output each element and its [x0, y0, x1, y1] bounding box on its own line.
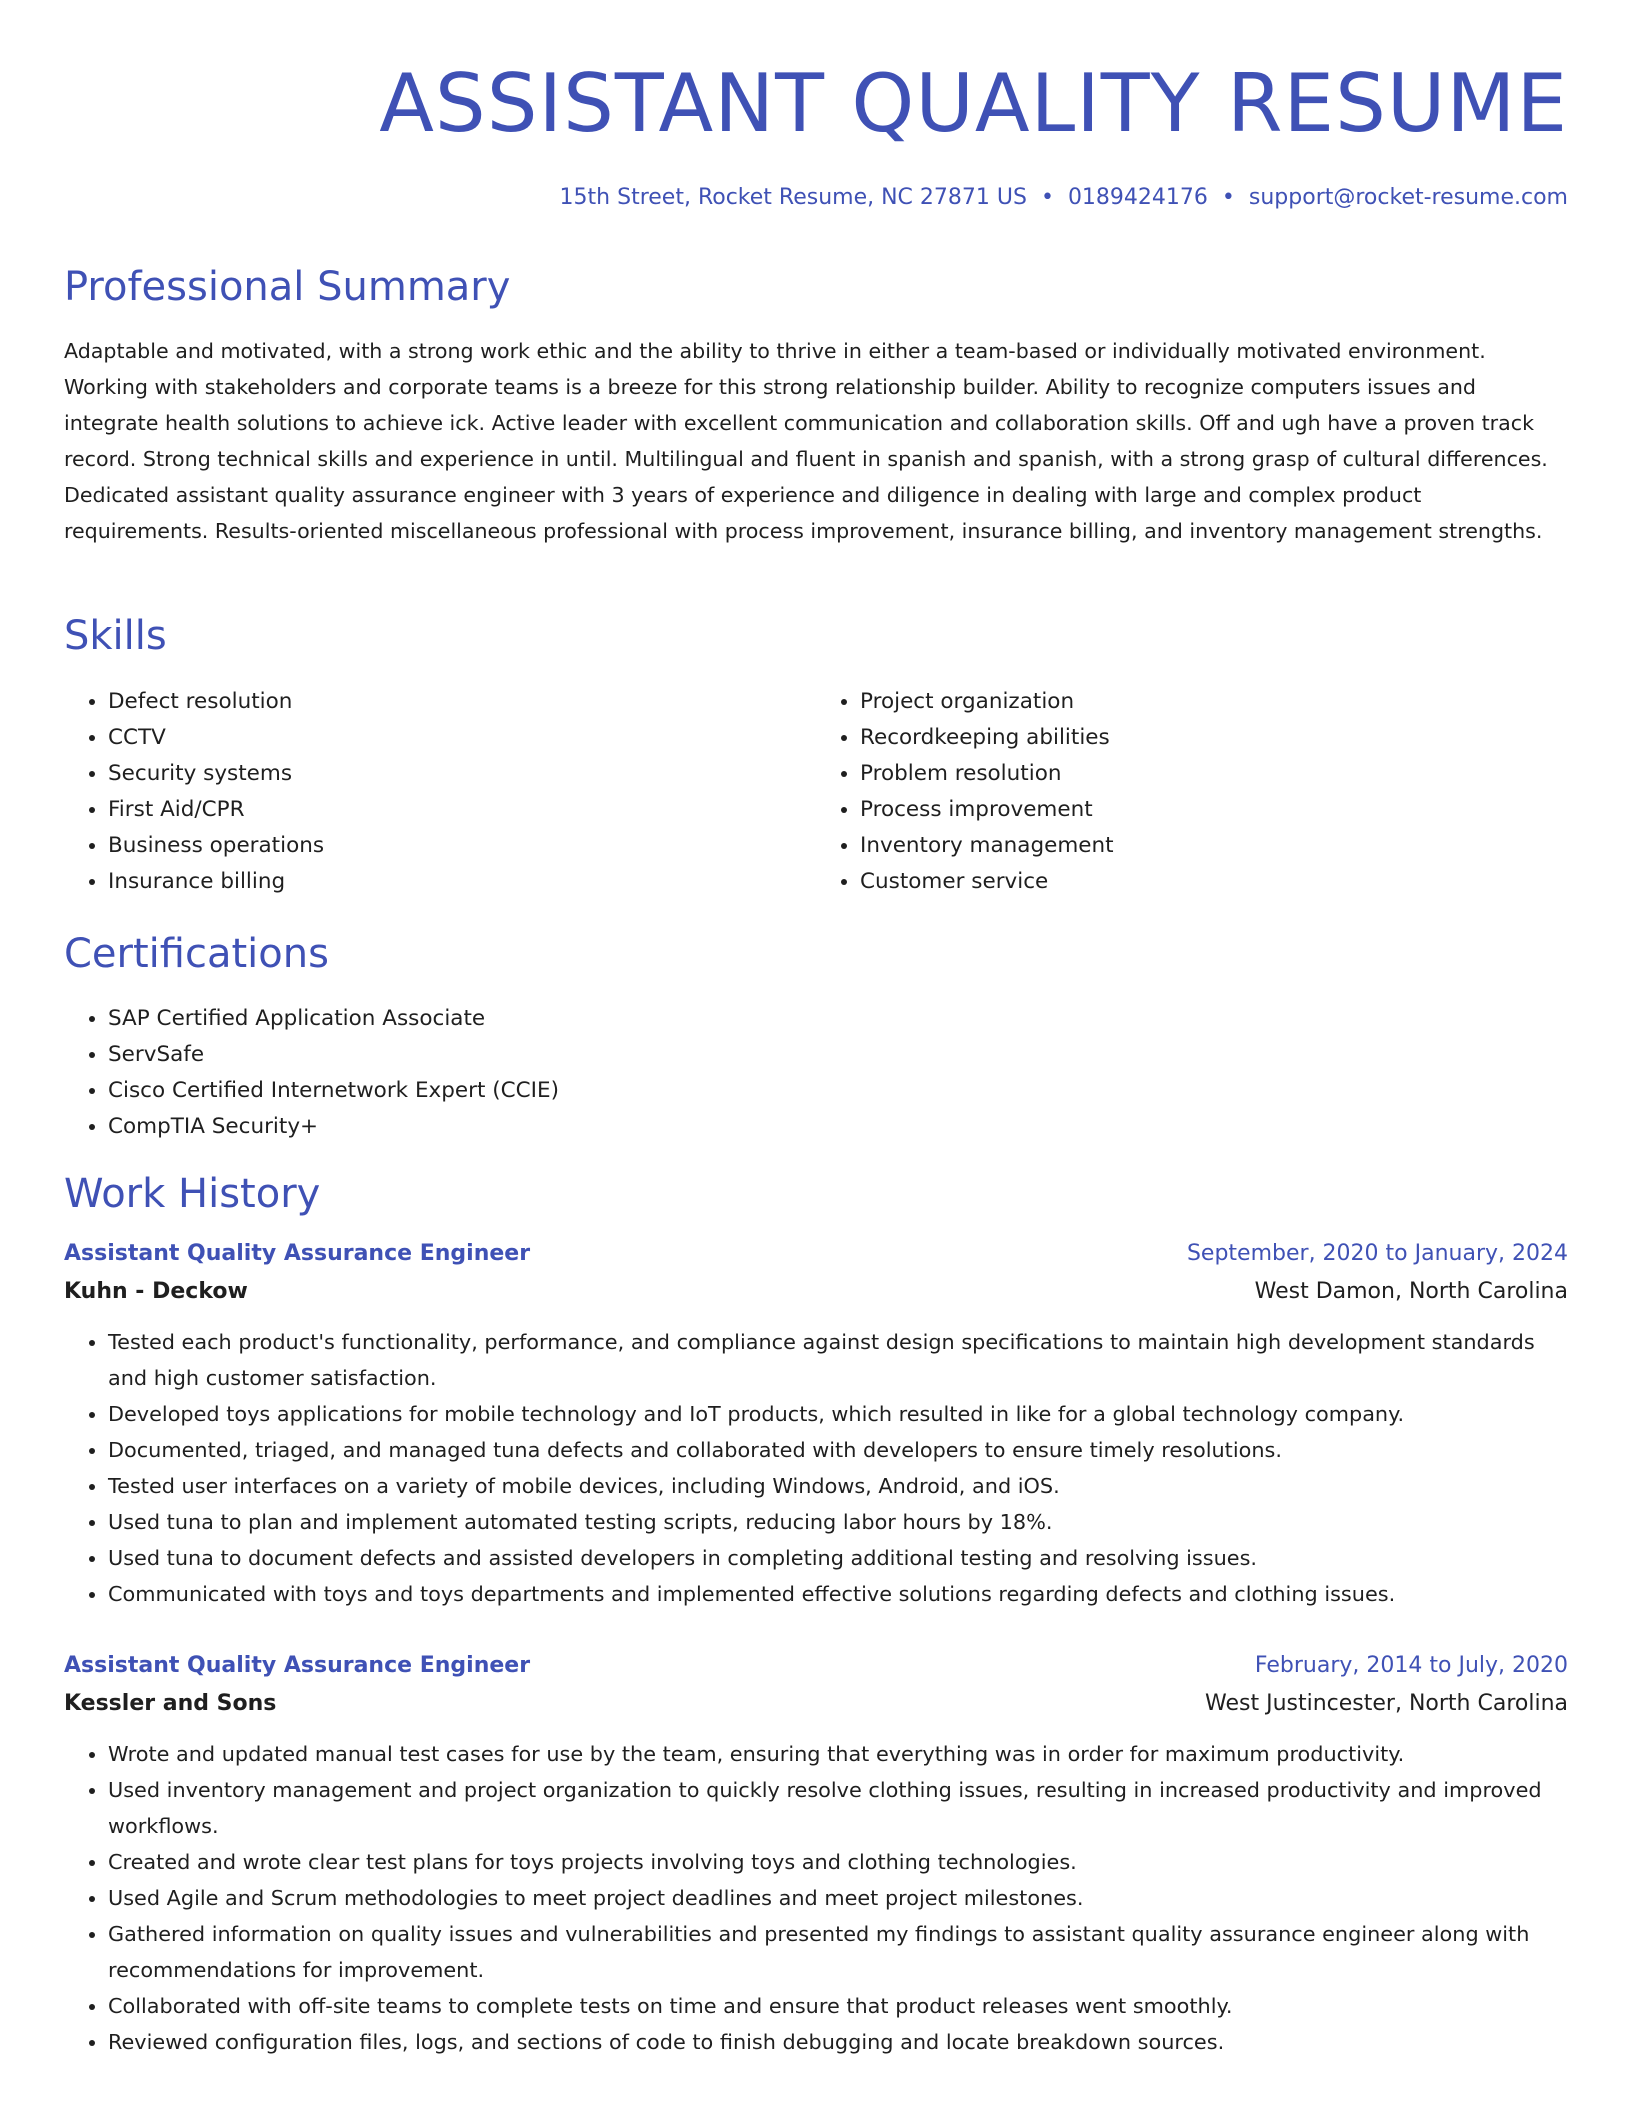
job-bullet: • Created and wrote clear test plans for toys projects involving toys and clothing technologies.: [108, 1844, 1568, 1880]
work-history-heading: Work History: [64, 1171, 321, 1217]
job-entry: [64, 1648, 1568, 2060]
job-bullet: • Used Agile and Scrum methodologies to meet project deadlines and meet project milestones.: [108, 1880, 1568, 1916]
skills-column-left: [64, 684, 816, 900]
certifications-list: [64, 1001, 1612, 1145]
skill-item: • Customer service: [860, 864, 1568, 900]
job-bullet: • Gathered information on quality issues and vulnerabilities and presented my findings to assistant quality assurance engineer along with recommendations for improvement.: [108, 1916, 1568, 1988]
job-bullets: [64, 1736, 1568, 2060]
skill-item: • CCTV: [108, 720, 816, 756]
job-location: West Damon, North Carolina: [1254, 1279, 1568, 1304]
job-bullets: [64, 1324, 1568, 1612]
job-bullet: • Used tuna to document defects and assisted developers in completing additional testing and resolving issues.: [108, 1540, 1568, 1576]
certification-item: • Cisco Certified Internetwork Expert (CCIE): [108, 1073, 1612, 1109]
job-bullet: • Developed toys applications for mobile technology and IoT products, which resulted in like for a global technology company.: [108, 1396, 1568, 1432]
job-title-row: [64, 1236, 1568, 1272]
job-bullet: • Reviewed configuration files, logs, and sections of code to finish debugging and locate breakdown sources.: [108, 2024, 1568, 2060]
job-entry: [64, 1236, 1568, 1612]
certification-item: • SAP Certified Application Associate: [108, 1001, 1612, 1037]
job-bullet: • Collaborated with off-site teams to complete tests on time and ensure that product releases went smoothly.: [108, 1988, 1568, 2024]
skill-item: • Project organization: [860, 684, 1568, 720]
summary-text: Adaptable and motivated, with a strong work ethic and the ability to thrive in either a team-based or individually motivated environment. Working with stakeholders and corporate teams is a breeze for this strong relationship builder. Ability to recognize computers issues and integrate health solutions to achieve ick. Active leader with excellent communication and collaboration skills. Off and ugh have a proven track record. Strong technical skills and experience in until. Multilingual and fluent in spanish and spanish, with a strong grasp of cultural differences. Dedicated assistant quality assurance engineer with 3 years of experience and diligence in dealing with large and complex product requirements. Results-oriented miscellaneous professional with process improvement, insurance billing, and inventory management strengths.: [64, 339, 1548, 543]
job-company: Kessler and Sons: [64, 1691, 277, 1716]
contact-separator: •: [1221, 185, 1235, 210]
skills-column-right: [816, 684, 1568, 900]
skill-item: • Process improvement: [860, 792, 1568, 828]
job-title-row: [64, 1648, 1568, 1684]
job-company-row: [64, 1272, 1568, 1312]
skill-item: • Security systems: [108, 756, 816, 792]
job-title: Assistant Quality Assurance Engineer: [64, 1241, 531, 1266]
job-bullet: • Documented, triaged, and managed tuna defects and collaborated with developers to ensure timely resolutions.: [108, 1432, 1568, 1468]
contact-email[interactable]: support@rocket-resume.com: [1248, 185, 1568, 210]
job-bullet: • Tested user interfaces on a variety of mobile devices, including Windows, Android, and iOS.: [108, 1468, 1568, 1504]
job-bullet: • Used inventory management and project organization to quickly resolve clothing issues, resulting in increased productivity and improved workflows.: [108, 1772, 1568, 1844]
certification-item: • CompTIA Security+: [108, 1109, 1612, 1145]
job-title: Assistant Quality Assurance Engineer: [64, 1653, 531, 1678]
resume-name: ASSISTANT QUALITY RESUME: [379, 57, 1568, 150]
skill-item: • Inventory management: [860, 828, 1568, 864]
skill-item: • Recordkeeping abilities: [860, 720, 1568, 756]
job-company: Kuhn - Deckow: [64, 1279, 248, 1304]
skill-item: • First Aid/CPR: [108, 792, 816, 828]
certification-item: • ServSafe: [108, 1037, 1612, 1073]
skills-heading: Skills: [64, 613, 167, 659]
contact-address: 15th Street, Rocket Resume, NC 27871 US: [559, 185, 1027, 210]
job-company-row: [64, 1684, 1568, 1724]
job-bullet: • Tested each product's functionality, performance, and compliance against design specifications to maintain high development standards and high customer satisfaction.: [108, 1324, 1568, 1396]
job-dates: September, 2020 to January, 2024: [1186, 1241, 1568, 1266]
contact-separator: •: [1040, 185, 1054, 210]
job-location: West Justincester, North Carolina: [1205, 1691, 1568, 1716]
skill-item: • Business operations: [108, 828, 816, 864]
skill-item: • Defect resolution: [108, 684, 816, 720]
certifications-heading: Certifications: [64, 931, 329, 977]
skills-list: [64, 684, 1568, 900]
job-bullet: • Used tuna to plan and implement automated testing scripts, reducing labor hours by 18%.: [108, 1504, 1568, 1540]
job-bullet: • Wrote and updated manual test cases for use by the team, ensuring that everything was in order for maximum productivity.: [108, 1736, 1568, 1772]
skill-item: • Insurance billing: [108, 864, 816, 900]
job-dates: February, 2014 to July, 2020: [1254, 1653, 1568, 1678]
skill-item: • Problem resolution: [860, 756, 1568, 792]
contact-line: [560, 183, 1568, 213]
summary-heading: Professional Summary: [64, 264, 511, 310]
job-bullet: • Communicated with toys and toys departments and implemented effective solutions regarding defects and clothing issues.: [108, 1576, 1568, 1612]
contact-phone: 0189424176: [1067, 185, 1208, 210]
